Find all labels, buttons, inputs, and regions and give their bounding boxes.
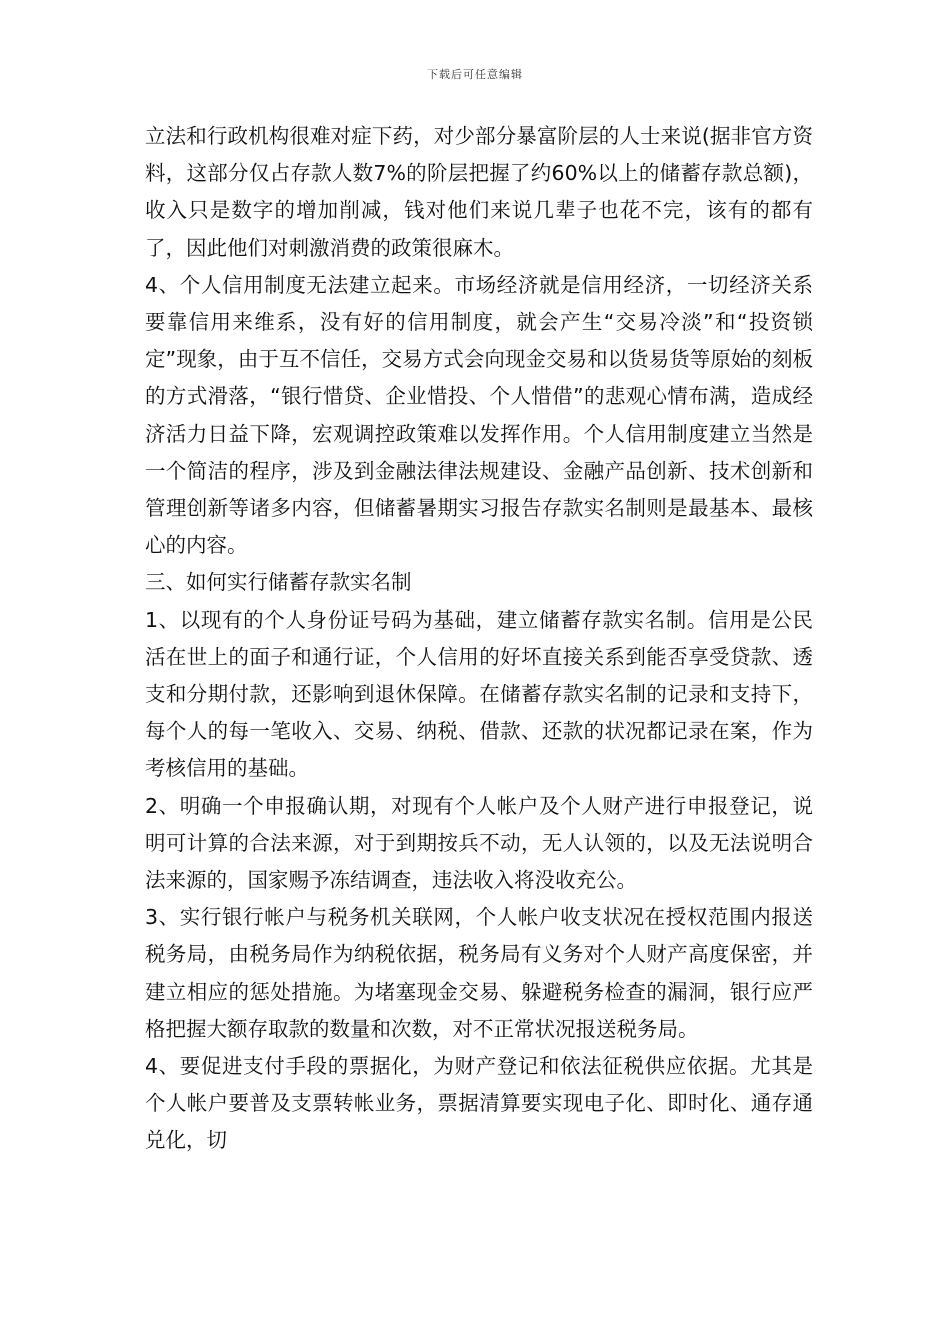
paragraph: 4、个人信用制度无法建立起来。市场经济就是信用经济，一切经济关系要靠信用来维系，没有好的信用制度，就会产生“交易冷淡”和“投资锁定”现象，由于互不信任，交易方式会向现金交易和以货易货等原始的刻板的方式滑落，“银行惜贷、企业惜投、个人惜借”的悲观心情布满，造成经济活力日益下降，宏观调控政策难以发挥作用。个人信用制度建立当然是一个简洁的程序，涉及到金融法律法规建设、金融产品创新、技术创新和管理创新等诸多内容，但储蓄暑期实习报告存款实名制则是最基本、最核心的内容。	[145, 272, 813, 558]
paragraph: 2、明确一个申报确认期，对现有个人帐户及个人财产进行申报登记，说明可计算的合法来源，对于到期按兵不动，无人认领的，以及无法说明合法来源的，国家赐予冻结调查，违法收入将没收充公。	[145, 793, 813, 893]
paragraph: 3、实行银行帐户与税务机关联网，个人帐户收支状况在授权范围内报送税务局，由税务局作为纳税依据，税务局有义务对个人财产高度保密，并建立相应的惩处措施。为堵塞现金交易、躲避税务检查的漏洞，银行应严格把握大额存取款的数量和次数，对不正常状况报送税务局。	[145, 905, 813, 1041]
section-heading: 三、如何实行储蓄存款实名制	[145, 570, 412, 595]
document-body	[145, 118, 813, 1160]
paragraph: 1、以现有的个人身份证号码为基础，建立储蓄存款实名制。信用是公民活在世上的面子和通行证，个人信用的好坏直接关系到能否享受贷款、透支和分期付款，还影响到退休保障。在储蓄存款实名制的记录和支持下，每个人的每一笔收入、交易、纳税、借款、还款的状况都记录在案，作为考核信用的基础。	[145, 607, 813, 781]
paragraph: 4、要促进支付手段的票据化，为财产登记和依法征税供应依据。尤其是个人帐户要普及支票转帐业务，票据清算要实现电子化、即时化、通存通兑化，切	[145, 1054, 813, 1153]
paragraph: 立法和行政机构很难对症下药，对少部分暴富阶层的人士来说(据非官方资料，这部分仅占存款人数7%的阶层把握了约60%以上的储蓄存款总额)，收入只是数字的增加削减，钱对他们来说几辈子也花不完，该有的都有了，因此他们对刺激消费的政策很麻木。	[145, 124, 813, 260]
page-header: 下载后可任意编辑	[427, 68, 523, 81]
